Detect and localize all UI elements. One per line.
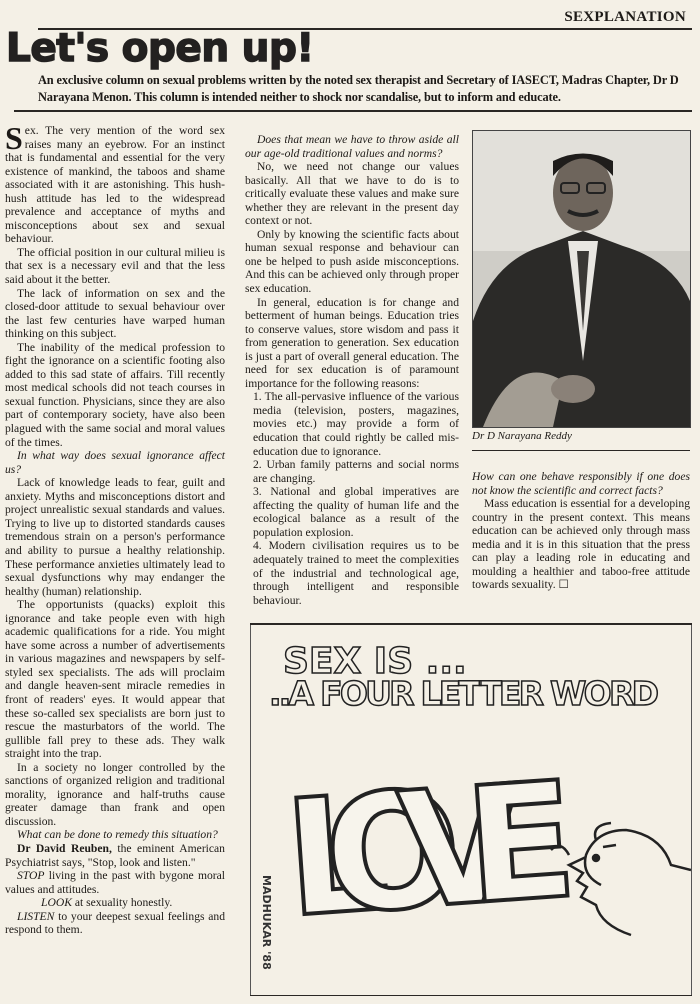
headline: Let's open up! bbox=[6, 26, 314, 71]
cartoon-bottom-rule bbox=[250, 995, 692, 996]
question: How can one behave responsibly if one does not know the scientific and correct facts? bbox=[472, 470, 690, 497]
column-1 bbox=[5, 120, 225, 937]
caption-rule bbox=[472, 450, 690, 451]
paragraph-text: living in the past with bygone moral values and attitudes. bbox=[5, 869, 225, 896]
love-lettering bbox=[279, 746, 581, 953]
paragraph bbox=[5, 910, 225, 937]
question: Does that mean we have to throw aside all our age-old traditional values and norms? bbox=[245, 133, 459, 160]
column-2 bbox=[245, 133, 459, 607]
reason-item: 3. National and global imperatives are affecting the quality of human life and the ecological balance as a result of the population explosion. bbox=[253, 485, 459, 539]
quoted-name: Dr David Reuben, bbox=[17, 841, 112, 855]
paragraph: In general, education is for change and betterment of human beings. Education tries to conserve values, store wisdom and pass it from generation to generation. Sex education is just a part of overall general education. The need for sex education is of paramount importance for the following reasons: bbox=[245, 295, 459, 390]
paragraph: No, we need not change our values basically. All that we have to do is to critically evaluate these values and make sure whether they are relevant in the present day context or not. bbox=[245, 160, 459, 228]
emphasis: STOP bbox=[17, 869, 45, 883]
drop-cap: S bbox=[5, 120, 23, 156]
section-label: SEXPLANATION bbox=[564, 9, 686, 25]
paragraph bbox=[5, 869, 225, 896]
author-photo bbox=[472, 130, 691, 428]
paragraph bbox=[472, 497, 690, 592]
paragraph bbox=[5, 842, 225, 869]
emphasis: LOOK bbox=[41, 896, 72, 910]
emphasis: LISTEN bbox=[17, 909, 55, 923]
cartoon-word: LOVE bbox=[279, 746, 582, 953]
reason-item: 2. Urban family patterns and social norms are changing. bbox=[253, 458, 459, 485]
standfirst: An exclusive column on sexual problems written by the noted sex therapist and Secretary of IASECT, Madras Chapter, Dr D Narayana Menon. This column is intended neither to shock nor scandalise, but to inform and educate. bbox=[38, 73, 679, 104]
paragraph: Only by knowing the scientific facts about human sexual response and behaviour can one be helped to push aside misconceptions. And this can be achieved only through proper sex education. bbox=[245, 227, 459, 296]
paragraph: The official position in our cultural milieu is that sex is a necessary evil and that the less said about it the better. bbox=[5, 245, 225, 287]
paragraph-text: at sexuality honestly. bbox=[71, 896, 173, 910]
end-mark-icon: ☐ bbox=[558, 578, 569, 592]
paragraph: Lack of knowledge leads to fear, guilt and anxiety. Myths and misconceptions distort and project unrealistic sexual standards and values. Trying to live up to distorted standards causes tremendous strain on a person's performance and ability to pursue a healthy relationship. These performance anxieties ultimately lead to sexual dysfunctions why may endanger the healthy (human) relationship. bbox=[5, 476, 225, 598]
paragraph: ex. The very mention of the word sex raises many an eyebrow. For an instinct that is fundamental and essential for the very existence of mankind, the taboos and shame associated with it are astonishing. This hush-hush attitude has led to the widespread prevalence and acceptance of myths and misconceptions about sex and sexual behaviour. bbox=[5, 124, 225, 246]
paragraph: The lack of information on sex and the closed-door attitude to sexual behaviour over the last few centuries have warped human thinking on this subject. bbox=[5, 286, 225, 341]
cartoon bbox=[250, 625, 692, 995]
paragraph-text: the eminent American Psychiatrist says, "Stop, look and listen." bbox=[5, 841, 225, 869]
reason-item: 1. The all-pervasive influence of the various media (television, posters, magazines, movies etc.) may provide a form of education that could rightly be called mis-education due to ignorance. bbox=[253, 390, 459, 458]
cartoonist-signature: MADHUKAR '88 bbox=[260, 875, 273, 970]
column-3 bbox=[472, 470, 690, 592]
photo-caption: Dr D Narayana Reddy bbox=[472, 430, 572, 442]
question: In what way does sexual ignorance affect us? bbox=[5, 449, 225, 476]
reason-item: 4. Modern civilisation requires us to be adequately trained to meet the complexities of the industrial and technological age, through intelligent and responsible behaviour. bbox=[253, 539, 459, 607]
paragraph-text: Mass education is essential for a developing country in the present context. This means education can be achieved only through mass media and it is in this situation that the press can play a leading role in educating and moulding a healthier and taboo-free attitude towards sexuality. bbox=[472, 497, 690, 592]
paragraph bbox=[5, 896, 225, 910]
cartoon-line-1: SEX IS ... bbox=[283, 641, 467, 682]
standfirst-rule bbox=[14, 110, 692, 112]
paragraph-text: to your deepest sexual feelings and respond to them. bbox=[5, 909, 225, 937]
paragraph: In a society no longer controlled by the sanctions of organized religion and traditional morality, ignorance and half-truths cause greater damage than frank and open discussion. bbox=[5, 760, 225, 828]
cartoon-line-2: ..A FOUR LETTER WORD bbox=[269, 674, 659, 713]
paragraph: The inability of the medical profession to fight the ignorance on a scientific footing also added to this sad state of affairs. Till recently most medical schools did not teach courses in sexual function. Physicians, since they are also part of contemporary society, have also been plagued with the same social and moral values of the times. bbox=[5, 340, 225, 449]
question: What can be done to remedy this situation? bbox=[17, 828, 218, 842]
paragraph: The opportunists (quacks) exploit this ignorance and take people even with high academic qualifications for a ride. You might have some across a number of advertisements in various magazines and newspapers by self-styled sex specialists. The ads will proclaim and dangle heaven-sent miracle remedies in front of readers' eyes. It would appear that these so-called sex specialists are born just to rescue the masturbators of the world. The gullible fall prey to these ads. They walk straight into the trap. bbox=[5, 598, 225, 761]
